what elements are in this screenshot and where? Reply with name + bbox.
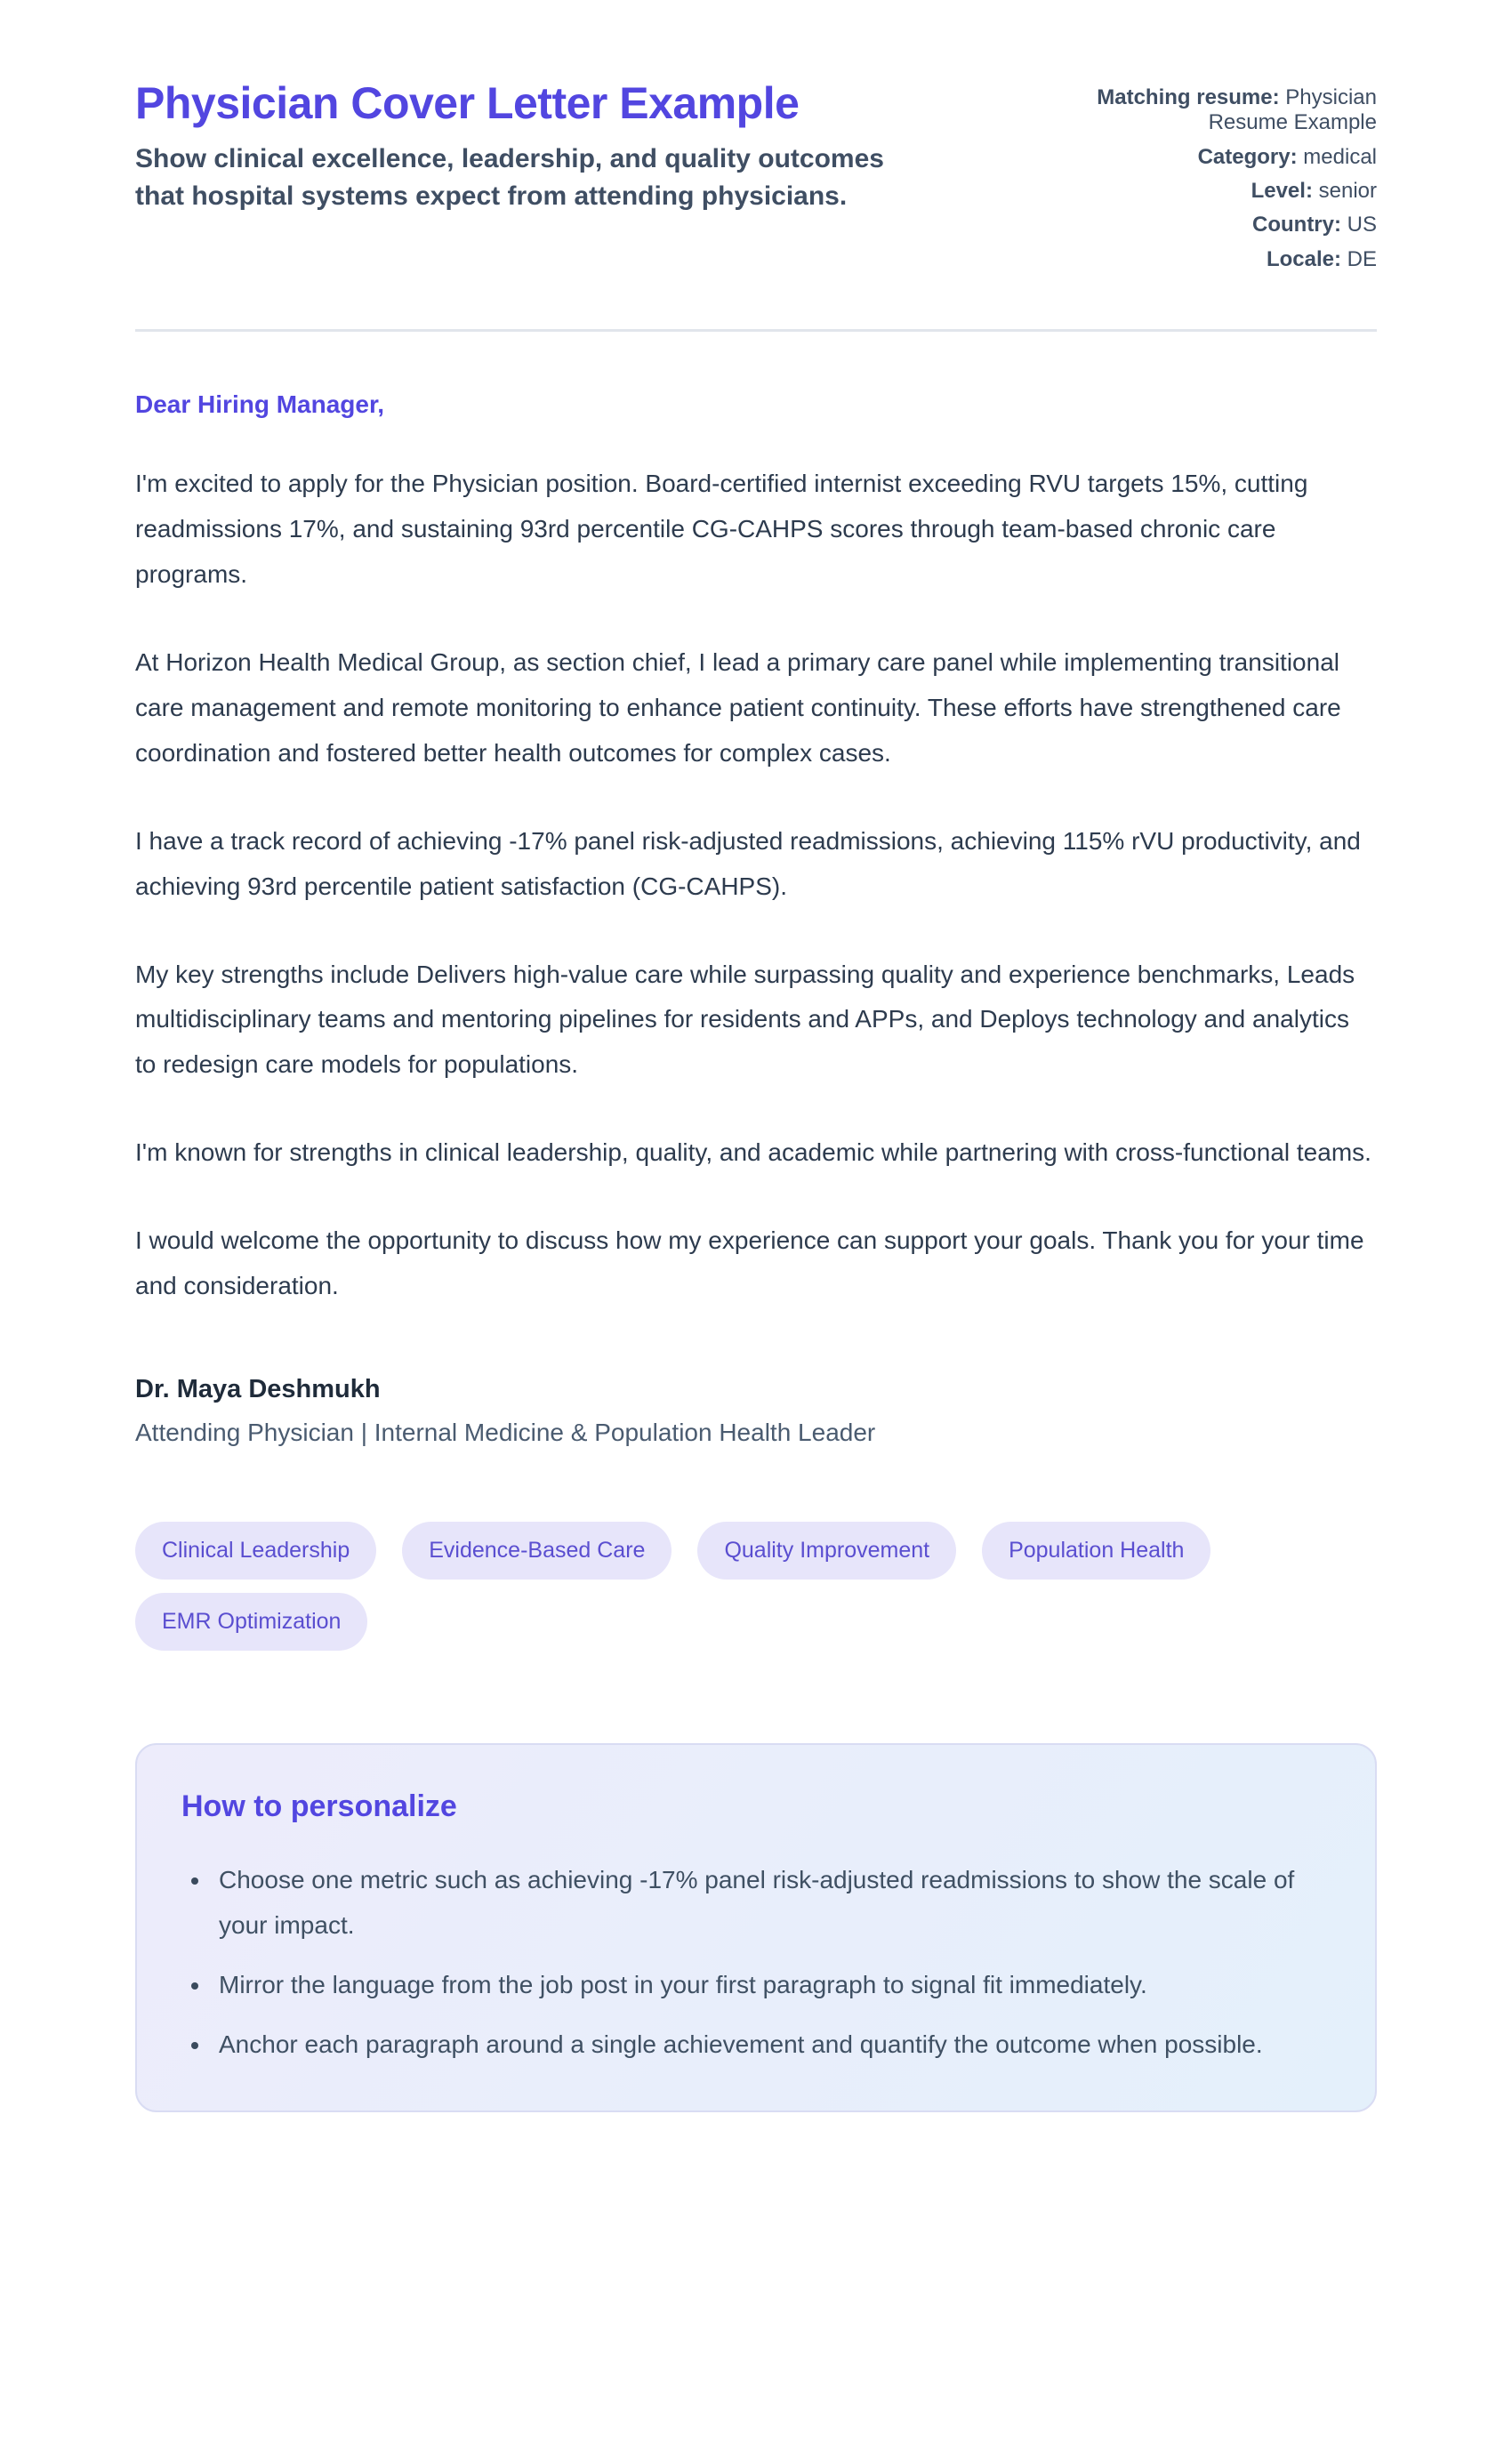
letter-paragraph: I'm known for strengths in clinical leadership, quality, and academic while partnering with cross-functional teams.	[135, 1138, 1371, 1167]
meta-matching-resume-value: Physician Resume Example	[1208, 85, 1377, 135]
tips-heading: How to personalize	[181, 1789, 457, 1824]
page-subtitle: Show clinical excellence, leadership, and quality outcomes that hospital systems expect from attending physicians.	[135, 143, 884, 212]
signature-title: Attending Physician | Internal Medicine & Population Health Leader	[135, 1419, 876, 1447]
letter-body	[135, 390, 1377, 1447]
letter-paragraph: I have a track record of achieving -17% panel risk-adjusted readmissions, achieving 115% rVU productivity, and achieving 93rd percentile patient satisfaction (CG-CAHPS).	[135, 826, 1361, 900]
tips-list	[212, 1858, 1331, 2068]
meta-country	[1079, 213, 1377, 237]
tip-item: • Mirror the language from the job post in your first paragraph to signal fit immediately.	[212, 1963, 1331, 2007]
skill-tag: Clinical Leadership	[135, 1522, 376, 1580]
meta-matching-resume-label: Matching resume:	[1097, 85, 1280, 109]
signature-name: Dr. Maya Deshmukh	[135, 1375, 381, 1404]
meta-locale-label: Locale:	[1266, 246, 1341, 271]
meta-category-value: medical	[1303, 144, 1377, 169]
letter-paragraph: I would welcome the opportunity to discuss how my experience can support your goals. Thank you for your time and consideration.	[135, 1226, 1364, 1300]
meta-level-value: senior	[1318, 178, 1377, 203]
meta-category-label: Category:	[1197, 144, 1298, 169]
meta-locale-value: DE	[1347, 246, 1377, 271]
skill-tag: EMR Optimization	[135, 1593, 367, 1651]
page-header	[135, 78, 1377, 281]
signature-block	[135, 1375, 1377, 1447]
letter-paragraph: At Horizon Health Medical Group, as section chief, I lead a primary care panel while implementing transitional care management and remote monitoring to enhance patient continuity. These efforts have strengthened care coordination and fostered better health outcomes for complex cases.	[135, 647, 1341, 767]
meta-category	[1079, 145, 1377, 170]
meta-country-label: Country:	[1252, 213, 1341, 237]
meta-level-label: Level:	[1251, 178, 1313, 203]
tip-item: • Anchor each paragraph around a single achievement and quantify the outcome when possible.	[212, 2022, 1331, 2067]
skill-tag: Population Health	[982, 1522, 1210, 1580]
meta-country-value: US	[1347, 213, 1377, 237]
letter-paragraph: My key strengths include Delivers high-value care while surpassing quality and experience benchmarks, Leads multidisciplinary teams and mentoring pipelines for residents and APPs, and Deploys technology and analytics to redesign care models for populations.	[135, 960, 1355, 1079]
meta-matching-resume	[1079, 85, 1377, 136]
tip-item: • Choose one metric such as achieving -17% panel risk-adjusted readmissions to show the scale of your impact.	[212, 1858, 1331, 1948]
letter-greeting: Dear Hiring Manager,	[135, 390, 385, 418]
skill-tag-list	[135, 1522, 1377, 1651]
letter-paragraph: I'm excited to apply for the Physician position. Board-certified internist exceeding RVU targets 15%, cutting readmissions 17%, and sustaining 93rd percentile CG-CAHPS scores through team-based chronic care programs.	[135, 469, 1308, 588]
page-title: Physician Cover Letter Example	[135, 78, 800, 128]
resume-meta-panel	[1079, 78, 1377, 281]
cover-letter-page	[135, 0, 1377, 2112]
skill-tag: Quality Improvement	[697, 1522, 956, 1580]
header-title-block	[135, 78, 1016, 216]
skill-tag: Evidence-Based Care	[402, 1522, 672, 1580]
header-divider	[135, 329, 1377, 332]
meta-level	[1079, 179, 1377, 204]
meta-locale	[1079, 247, 1377, 272]
how-to-personalize-box	[135, 1743, 1377, 2112]
